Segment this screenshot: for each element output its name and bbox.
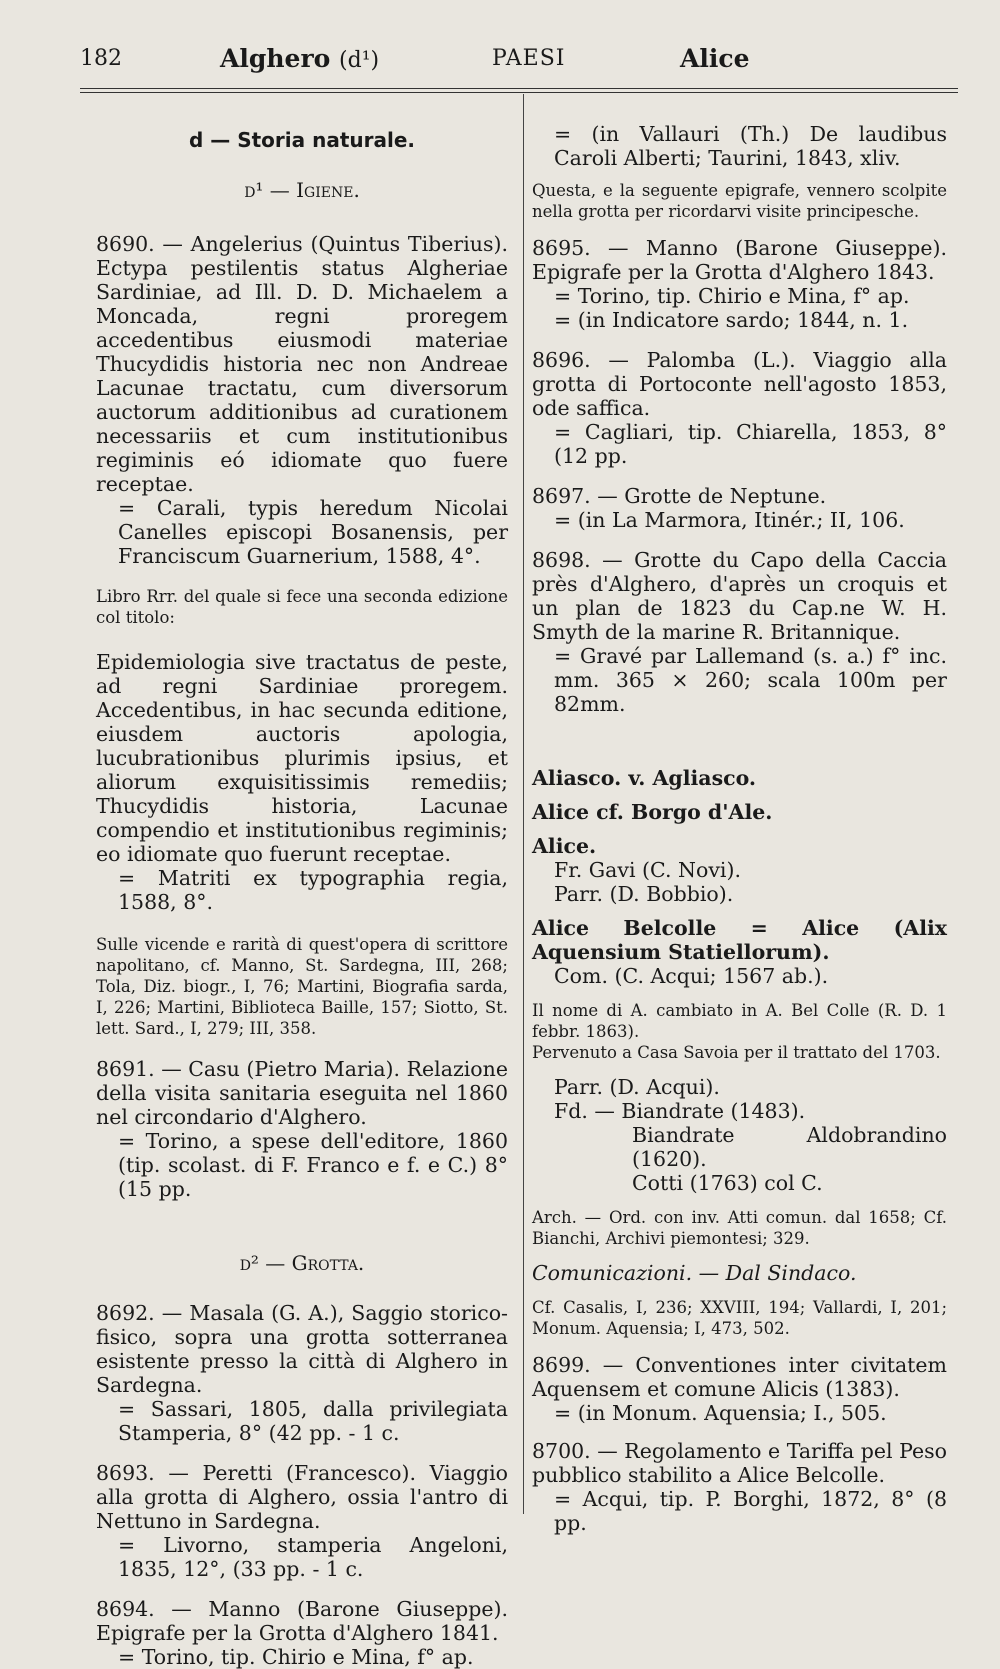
entry-number-author: 8699. — Conventiones (532, 1353, 777, 1377)
left-title-text: Alghero (220, 44, 331, 73)
entry-8694 (96, 1597, 508, 1669)
column-divider (523, 94, 524, 1514)
entry-8693 (96, 1461, 508, 1581)
entry-note: Libro Rrr. del quale si fece una seconda edizione col titolo: (96, 587, 508, 627)
belcolle-comune: Com. (C. Acqui; 1567 ab.). (554, 964, 829, 988)
second-edition-title: Epidemiologia sive tractatus de peste, ad regni Sardiniae proregem. Accedentibus, in hac secunda editione, eiusdem auctoris apologia, lucubrationibus plurimis ipsius, et aliorum exquisitissimis remediis; Thucydidis historia, Lacunae compendio et institutionibus regiminis; eo idiomate quo fuerunt receptae. (96, 650, 508, 866)
belcolle-feudo-1: Fd. — Biandrate (1483). (554, 1099, 806, 1123)
entry-title: e Tariffa pel Peso pubblico stabilito a Alice Belcolle. (532, 1439, 947, 1487)
entry-title: Saggio storico-fisico, sopra una grotta sotterranea esistente presso la città di Alghero in Sardegna. (96, 1301, 508, 1397)
entry-imprint: = Carali, typis heredum Nicolai Canelles episcopi Bosanensis, per Franciscum Guarnerium, 1588, 4°. (118, 496, 508, 568)
entry-8695 (532, 236, 947, 332)
section-heading-d1: d¹ — Igiene. (244, 178, 360, 202)
entry-title: inter civitatem Aquensem et comune Alicis (1383). (532, 1353, 947, 1401)
alice-frazione: Fr. Gavi (C. Novi). (554, 858, 741, 882)
entry-title: Viaggio alla grotta di Alghero, ossia l'antro di Nettuno in Sardegna. (96, 1461, 508, 1533)
entry-8698 (532, 548, 947, 716)
headword-alice-borgo: Alice cf. Borgo d'Ale. (532, 800, 773, 824)
entry-number-author: 8697. — Grotte de Neptune. (532, 484, 827, 508)
entry-8691 (96, 1057, 508, 1201)
section-d-text: d — Storia naturale. (188, 128, 416, 152)
left-title-sup: (d¹) (339, 48, 380, 73)
running-header (80, 46, 960, 86)
entry-8696 (532, 348, 947, 468)
continued-note: Questa, e la seguente epigrafe, vennero scolpite nella grotta per ricordarvi visite principesche. (532, 181, 947, 221)
right-column (532, 100, 947, 1535)
left-running-title (220, 44, 379, 73)
entry-8699 (532, 1353, 947, 1425)
section-heading-d (96, 128, 508, 152)
belcolle-parrocchia: Parr. (D. Acqui). (554, 1075, 720, 1099)
entry-title: Ectypa pestilentis status Algheriae Sardiniae, ad Ill. D. D. Michaelem a Moncada, regni proregem accedentibus eiusmodi materiae Thucydidis historia nec non Andreae Lacunae tractatu, cum diversorum auctorum additionibus ad curationem necessariis et cum institutionibus regiminis eó idiomate quo fuere receptae. (96, 256, 508, 496)
entry-number-author: 8696. — Palomba (L.). (532, 348, 796, 372)
section-heading-d2: d² — Grotta. (239, 1251, 365, 1275)
entry-8692 (96, 1301, 508, 1445)
page-number: 182 (80, 46, 122, 71)
headword-alice-belcolle: Alice Belcolle = Alice (Alix Aquensium Statiellorum). (532, 916, 947, 964)
entry-8700 (532, 1439, 947, 1535)
belcolle-comunicazioni: Comunicazioni. — Dal Sindaco. (532, 1261, 857, 1285)
belcolle-note-name: Il nome di A. cambiato in A. Bel Colle (R. D. 1 febbr. 1863). (532, 1001, 947, 1041)
entry-imprint: = Acqui, tip. P. Borghi, 1872, 8° (8 pp. (554, 1487, 947, 1535)
headword-alice: Alice. (532, 834, 597, 858)
belcolle-note-savoia: Pervenuto a Casa Savoia per il trattato del 1703. (532, 1043, 941, 1062)
center-running-title: PAESI (492, 46, 566, 71)
belcolle-archivio: Arch. — Ord. con inv. Atti comun. dal 1658; Cf. Bianchi, Archivi piemontesi; 329. (532, 1208, 947, 1248)
entry-number-author: 8695. — Manno (Barone Giuseppe). (532, 236, 947, 260)
entry-number-author: 8691. — Casu (Pietro Maria). (96, 1057, 401, 1081)
header-rule (80, 88, 958, 89)
entry-8697 (532, 484, 947, 532)
entry-imprint: = Torino, tip. Chirio e Mina, f° ap. (554, 284, 910, 308)
entry-imprint: = Livorno, stamperia Angeloni, 1835, 12°, (33 pp. - 1 c. (118, 1533, 508, 1581)
entry-imprint: = Torino, tip. Chirio e Mina, f° ap. (118, 1645, 474, 1669)
entry-imprint: = (in La Marmora, Itinér.; II, 106. (554, 508, 905, 532)
entry-title: Relazione della visita sanitaria eseguita nel 1860 nel circondario d'Alghero. (96, 1057, 508, 1129)
entry-8690 (96, 232, 508, 568)
entry-number-author: 8690. — Angelerius (Quintus Tiberius). (96, 232, 508, 256)
entry-imprint: = Gravé par Lallemand (s. a.) f° inc. mm. 365 × 260; scala 100m per 82mm. (554, 644, 947, 716)
entry-imprint: = Cagliari, tip. Chiarella, 1853, 8° (12 pp. (554, 420, 947, 468)
headword-aliasco: Aliasco. v. Agliasco. (532, 766, 757, 790)
second-edition-imprint: = Matriti ex typographia regia, 1588, 8°. (118, 866, 508, 914)
entry-title: Epigrafe per la Grotta d'Alghero 1843. (532, 260, 935, 284)
header-rule-second (80, 92, 958, 93)
entry-imprint-second: = (in Indicatore sardo; 1844, n. 1. (554, 308, 909, 332)
belcolle-feudo-2: Biandrate Aldobrandino (1620). (632, 1123, 947, 1171)
left-column (96, 100, 508, 1669)
entry-note-references: Sulle vicende e rarità di quest'opera di scrittore napolitano, cf. Manno, St. Sardegna, III, 268; Tola, Diz. biogr., I, 76; Martini, Biografia sarda, I, 226; Martini, Biblioteca Baille, 157; Siotto, St. lett. Sard., I, 279; III, 358. (96, 935, 508, 1038)
alice-parrocchia: Parr. (D. Bobbio). (554, 882, 734, 906)
right-running-title: Alice (680, 44, 750, 73)
belcolle-references: Cf. Casalis, I, 236; XXVIII, 194; Vallardi, I, 201; Monum. Aquensia; I, 473, 502. (532, 1298, 947, 1338)
continued-imprint: = (in Vallauri (Th.) De laudibus Caroli Alberti; Taurini, 1843, xliv. (554, 122, 947, 170)
entry-number-author: 8700. — Regolamento (532, 1439, 762, 1463)
entry-number-author: 8692. — Masala (G. A.), (96, 1301, 345, 1325)
entry-imprint: = Torino, a spese dell'editore, 1860 (tip. scolast. di F. Franco e f. e C.) 8° (15 pp. (118, 1129, 508, 1201)
entry-imprint: = Sassari, 1805, dalla privilegiata Stamperia, 8° (42 pp. - 1 c. (118, 1397, 508, 1445)
entry-number-author: 8694. — Manno (Barone Giuseppe). (96, 1597, 508, 1621)
entry-title: d'après un croquis et un plan de 1823 du Cap.ne W. H. Smyth de la marine R. Britannique. (532, 572, 948, 644)
belcolle-feudo-3: Cotti (1763) col C. (632, 1171, 823, 1195)
entry-title: Epigrafe per la Grotta d'Alghero 1841. (96, 1621, 499, 1645)
entry-imprint: = (in Monum. Aquensia; I., 505. (554, 1401, 887, 1425)
entry-number-author: 8693. — Peretti (Francesco). (96, 1461, 416, 1485)
entry-title: Viaggio alla grotta di Portoconte nell'agosto 1853, ode saffica. (532, 348, 947, 420)
entry-number-author: 8698. — Grotte du Capo della Caccia près d'Alghero, (532, 548, 947, 596)
